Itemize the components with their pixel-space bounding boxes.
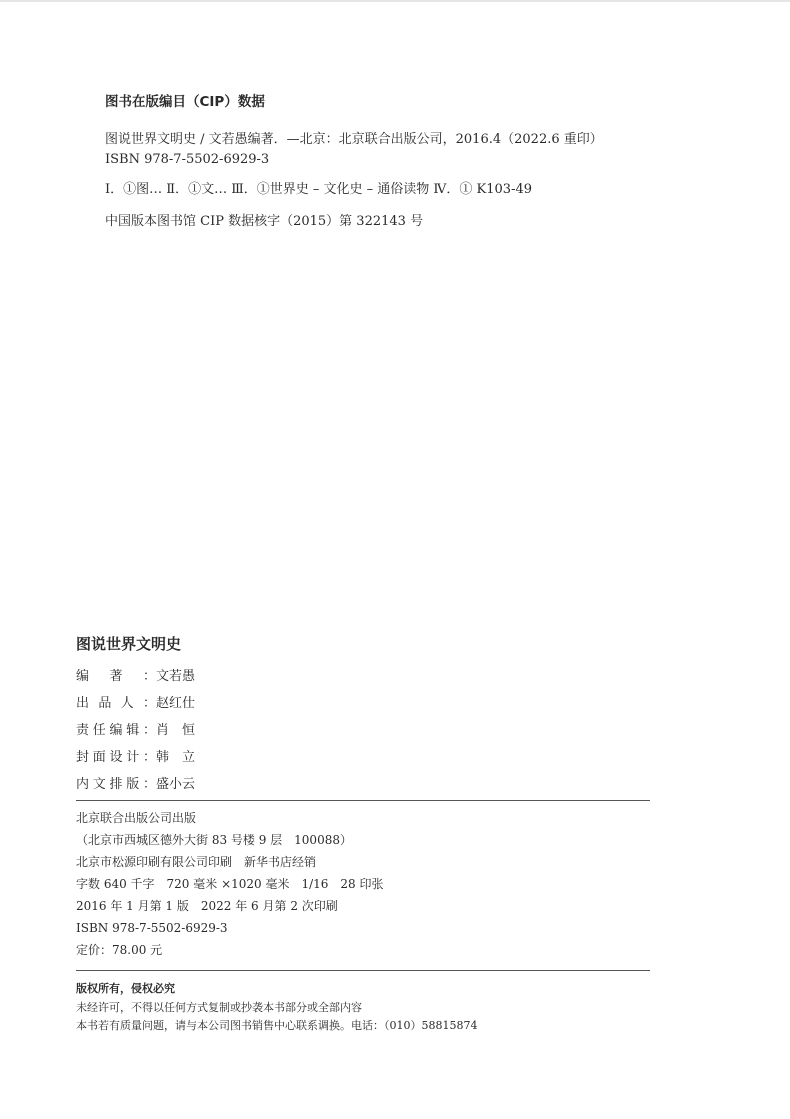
printer-line: 北京市松源印刷有限公司印刷 新华书店经销 [76,855,317,869]
divider-rule [76,800,650,801]
rights-block [76,979,656,1035]
credit-row-editor [76,717,656,744]
publication-info [76,807,656,961]
credit-row-producer [76,690,656,717]
book-title: 图说世界文明史 [76,635,182,653]
price-line: 定价：78.00 元 [76,943,163,957]
editions-line: 2016 年 1 月第 1 版 2022 年 6 月第 2 次印刷 [76,899,338,913]
address-line: （北京市西城区德外大街 83 号楼 9 层 100088） [76,833,352,847]
credit-row-layout [76,771,656,798]
credit-value: 赵红仕 [156,696,196,711]
credit-row-cover-design [76,744,656,771]
cip-heading: 图书在版编目（CIP）数据 [105,94,265,110]
cip-line-record-number: 中国版本图书馆 CIP 数据核字（2015）第 322143 号 [105,214,424,229]
credit-value: 盛小云 [156,777,196,792]
rights-line: 未经许可，不得以任何方式复制或抄袭本书部分或全部内容 [76,1001,362,1014]
credit-row-author [76,663,656,690]
cip-line-isbn: ISBN 978-7-5502-6929-3 [105,152,270,167]
credit-value: 文若愚 [156,669,196,684]
book-info [76,633,656,798]
credit-label: 封面设计： [76,750,156,765]
rights-heading: 版权所有，侵权必究 [76,982,175,995]
cip-line-classification: Ⅰ．①图… Ⅱ．①文… Ⅲ．①世界史 – 文化史 – 通俗读物 Ⅳ．① K103-49 [105,182,533,197]
credit-value: 韩 立 [156,750,196,765]
credit-label: 责任编辑： [76,723,156,738]
specs-line: 字数 640 千字 720 毫米 ×1020 毫米 1/16 28 印张 [76,877,384,891]
publisher-line: 北京联合出版公司出版 [76,811,197,825]
isbn-line: ISBN 978-7-5502-6929-3 [76,921,228,935]
cip-line-title: 图说世界文明史 / 文若愚编著．—北京：北京联合出版公司，2016.4（2022.6 重印） [105,132,603,147]
credit-label: 出品人： [76,696,156,711]
cip-block [105,90,725,232]
credit-label: 内文排版： [76,777,156,792]
credit-value: 肖 恒 [156,723,196,738]
top-border [0,0,790,2]
divider-rule [76,970,650,971]
credit-label: 编著： [76,669,156,684]
rights-line: 本书若有质量问题，请与本公司图书销售中心联系调换。电话：（010）58815874 [76,1019,478,1032]
